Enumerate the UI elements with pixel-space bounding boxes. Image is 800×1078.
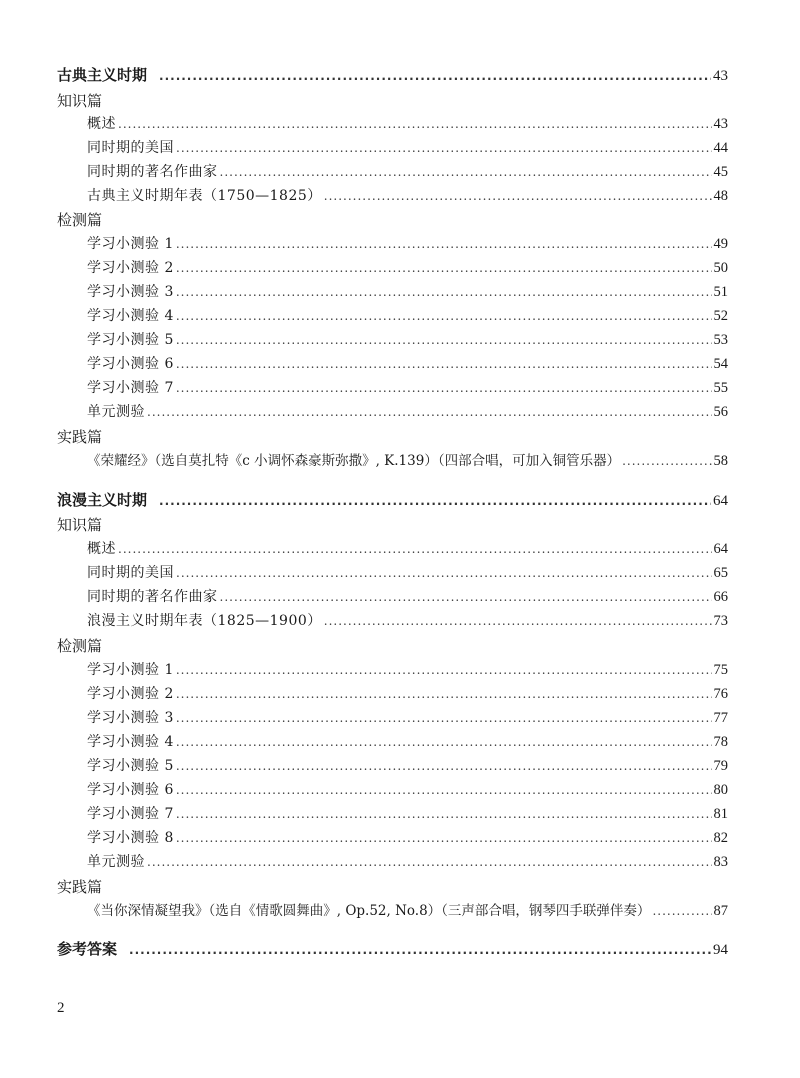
entry-page: 82	[713, 830, 728, 846]
toc-entry[interactable]	[87, 233, 728, 255]
entry-title: 学习小测验 3	[87, 710, 174, 726]
chapter-title: 古典主义时期	[57, 66, 148, 84]
dot-leader	[176, 827, 712, 849]
entry-title: 学习小测验 1	[87, 662, 174, 678]
toc-entry[interactable]	[87, 305, 728, 327]
entry-page: 49	[713, 236, 728, 252]
dot-leader	[220, 586, 712, 608]
entry-page: 76	[713, 686, 728, 702]
dot-leader	[652, 900, 711, 922]
entry-title: 单元测验	[87, 854, 145, 870]
toc-entry[interactable]	[87, 803, 728, 825]
entry-title: 学习小测验 8	[87, 830, 174, 846]
dot-leader	[176, 755, 712, 777]
entry-page: 43	[713, 116, 728, 132]
dot-leader	[622, 450, 711, 472]
chapter-page: 94	[713, 942, 728, 958]
toc-entry[interactable]	[87, 538, 728, 560]
toc-entry[interactable]	[87, 450, 728, 472]
section-heading: 实践篇	[57, 428, 103, 446]
toc-entry[interactable]	[87, 401, 728, 423]
toc-entry[interactable]	[87, 257, 728, 279]
dot-leader	[176, 683, 712, 705]
toc-entry[interactable]	[87, 113, 728, 135]
entry-title: 学习小测验 5	[87, 758, 174, 774]
entry-title: 同时期的美国	[87, 140, 174, 156]
section-heading: 知识篇	[57, 516, 103, 534]
entry-page: 53	[713, 332, 728, 348]
entry-title: 学习小测验 2	[87, 260, 174, 276]
toc-entry[interactable]	[87, 353, 728, 375]
toc-entry[interactable]	[87, 562, 728, 584]
dot-leader	[118, 538, 712, 560]
entry-page: 77	[713, 710, 728, 726]
entry-page: 81	[713, 806, 728, 822]
entry-title: 概述	[87, 541, 116, 557]
section-heading: 检测篇	[57, 637, 103, 655]
dot-leader	[129, 939, 711, 961]
entry-page: 73	[713, 613, 728, 629]
toc-entry[interactable]	[87, 707, 728, 729]
entry-page: 44	[713, 140, 728, 156]
entry-page: 55	[713, 380, 728, 396]
dot-leader	[176, 731, 712, 753]
toc-chapter[interactable]	[57, 938, 728, 960]
dot-leader	[176, 257, 712, 279]
toc-entry[interactable]	[87, 900, 728, 922]
toc-entry[interactable]	[87, 683, 728, 705]
dot-leader	[176, 803, 712, 825]
toc-entry[interactable]	[87, 281, 728, 303]
entry-title: 概述	[87, 116, 116, 132]
dot-leader	[176, 562, 712, 584]
entry-title: 学习小测验 6	[87, 356, 174, 372]
entry-page: 79	[713, 758, 728, 774]
dot-leader	[159, 490, 711, 512]
toc-entry[interactable]	[87, 755, 728, 777]
toc-entry[interactable]	[87, 185, 728, 207]
section-heading: 检测篇	[57, 211, 103, 229]
dot-leader	[324, 610, 712, 632]
entry-title: 学习小测验 1	[87, 236, 174, 252]
entry-page: 48	[713, 188, 728, 204]
dot-leader	[176, 329, 712, 351]
dot-leader	[176, 353, 712, 375]
entry-page: 50	[713, 260, 728, 276]
entry-title: 单元测验	[87, 404, 145, 420]
page-number: 2	[57, 1000, 65, 1016]
entry-page: 64	[713, 541, 728, 557]
entry-page: 75	[713, 662, 728, 678]
entry-page: 78	[713, 734, 728, 750]
toc-entry[interactable]	[87, 659, 728, 681]
chapter-page: 64	[713, 493, 728, 509]
toc-entry[interactable]	[87, 731, 728, 753]
entry-page: 65	[713, 565, 728, 581]
dot-leader	[118, 113, 712, 135]
entry-title: 同时期的著名作曲家	[87, 589, 218, 605]
toc-entry[interactable]	[87, 329, 728, 351]
entry-title: 学习小测验 4	[87, 308, 174, 324]
dot-leader	[324, 185, 712, 207]
dot-leader	[159, 65, 711, 87]
entry-page: 45	[713, 164, 728, 180]
entry-page: 58	[713, 453, 728, 469]
dot-leader	[176, 377, 712, 399]
toc-entry[interactable]	[87, 137, 728, 159]
entry-page: 52	[713, 308, 728, 324]
toc-entry[interactable]	[87, 161, 728, 183]
toc-entry[interactable]	[87, 851, 728, 873]
dot-leader	[176, 281, 712, 303]
entry-title: 学习小测验 6	[87, 782, 174, 798]
chapter-title: 参考答案	[57, 940, 118, 958]
toc-entry[interactable]	[87, 586, 728, 608]
chapter-title: 浪漫主义时期	[57, 491, 148, 509]
section-heading: 实践篇	[57, 878, 103, 896]
entry-title: 《荣耀经》（选自莫扎特《c 小调怀森豪斯弥撒》, K.139）（四部合唱，可加入铜管乐器）	[87, 453, 621, 469]
dot-leader	[220, 161, 712, 183]
entry-title: 古典主义时期年表（1750—1825）	[87, 188, 322, 204]
dot-leader	[176, 233, 712, 255]
dot-leader	[176, 137, 712, 159]
toc-chapter[interactable]	[57, 64, 728, 86]
entry-title: 学习小测验 2	[87, 686, 174, 702]
entry-title: 学习小测验 5	[87, 332, 174, 348]
toc-chapter[interactable]	[57, 489, 728, 511]
toc-entry[interactable]	[87, 377, 728, 399]
toc-entry[interactable]	[87, 827, 728, 849]
dot-leader	[176, 707, 712, 729]
entry-page: 66	[713, 589, 728, 605]
entry-title: 浪漫主义时期年表（1825—1900）	[87, 613, 322, 629]
dot-leader	[147, 401, 712, 423]
entry-page: 83	[713, 854, 728, 870]
toc-entry[interactable]	[87, 779, 728, 801]
entry-page: 56	[713, 404, 728, 420]
dot-leader	[176, 305, 712, 327]
entry-page: 54	[713, 356, 728, 372]
dot-leader	[147, 851, 712, 873]
entry-title: 学习小测验 4	[87, 734, 174, 750]
dot-leader	[176, 659, 712, 681]
entry-title: 学习小测验 7	[87, 380, 174, 396]
entry-title: 学习小测验 3	[87, 284, 174, 300]
section-heading: 知识篇	[57, 92, 103, 110]
entry-title: 《当你深情凝望我》（选自《情歌圆舞曲》, Op.52, No.8）（三声部合唱，钢琴四手联弹伴奏）	[87, 903, 651, 919]
dot-leader	[176, 779, 712, 801]
entry-title: 学习小测验 7	[87, 806, 174, 822]
entry-page: 80	[713, 782, 728, 798]
entry-title: 同时期的美国	[87, 565, 174, 581]
entry-page: 87	[713, 903, 728, 919]
chapter-page: 43	[713, 68, 728, 84]
entry-page: 51	[713, 284, 728, 300]
toc-entry[interactable]	[87, 610, 728, 632]
entry-title: 同时期的著名作曲家	[87, 164, 218, 180]
